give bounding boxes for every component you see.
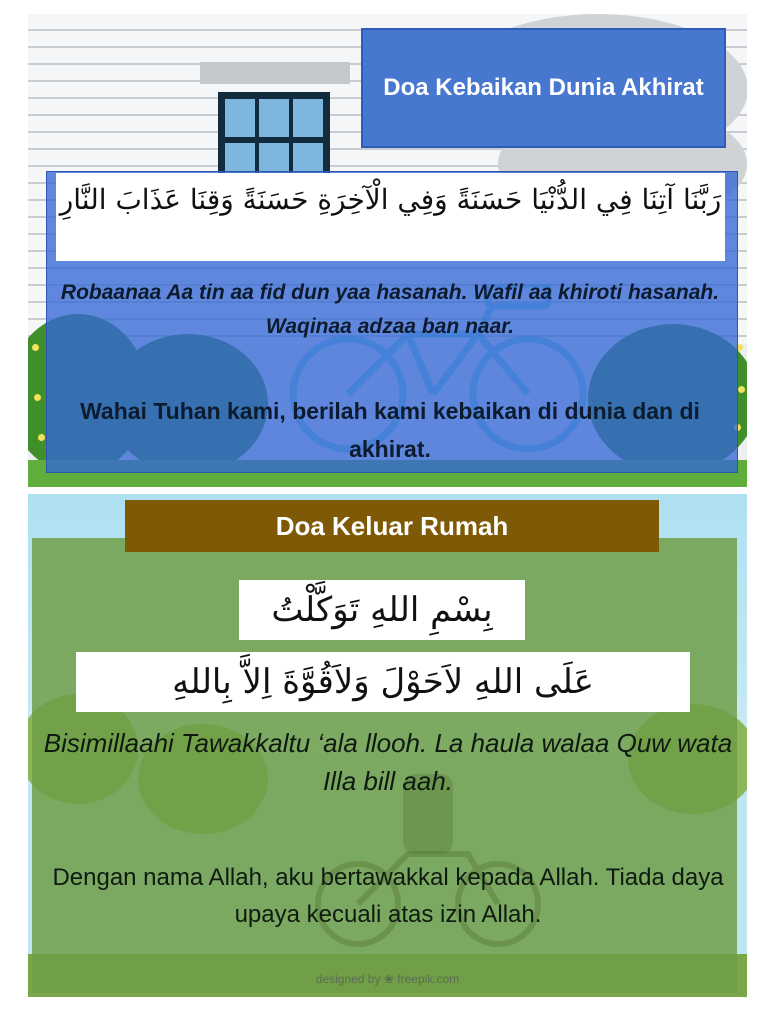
transliteration-text: Robaanaa Aa tin aa fid dun yaa hasanah. Wafil aa khiroti hasanah. Waqinaa adzaa ban naar. [60,281,720,338]
card-title: Doa Keluar Rumah [125,500,659,552]
meaning-text: Dengan nama Allah, aku bertawakkal kepada Allah. Tiada daya upaya kecuali atas izin Allah. [52,864,724,928]
transliteration-text: Bisimillaahi Tawakkaltu ‘ala llooh. La haula walaa Quw wata Illa bill aah. [43,728,733,796]
doa-card-keluar-rumah [28,494,747,997]
arabic-prayer-text: رَبَّنَا آتِنَا فِي الدُّنْيَا حَسَنَةً وَفِي الْآخِرَةِ حَسَنَةً وَقِنَا عَذَابَ النَّارِ [56,173,725,261]
freepik-credit: designed by ❀ freepik.com [315,972,460,986]
arabic-prayer-line-1: بِسْمِ اللهِ تَوَكَّلْتُ [239,580,525,640]
doa-card-dunia-akhirat [28,14,747,487]
arabic-prayer-line-2: عَلَى اللهِ لاَحَوْلَ وَلاَقُوَّةَ اِلاَّ بِاللهِ [76,652,690,712]
window-sill [200,62,350,84]
meaning-text: Wahai Tuhan kami, berilah kami kebaikan di dunia dan di akhirat. [80,398,700,462]
card-title: Doa Kebaikan Dunia Akhirat [361,28,726,148]
